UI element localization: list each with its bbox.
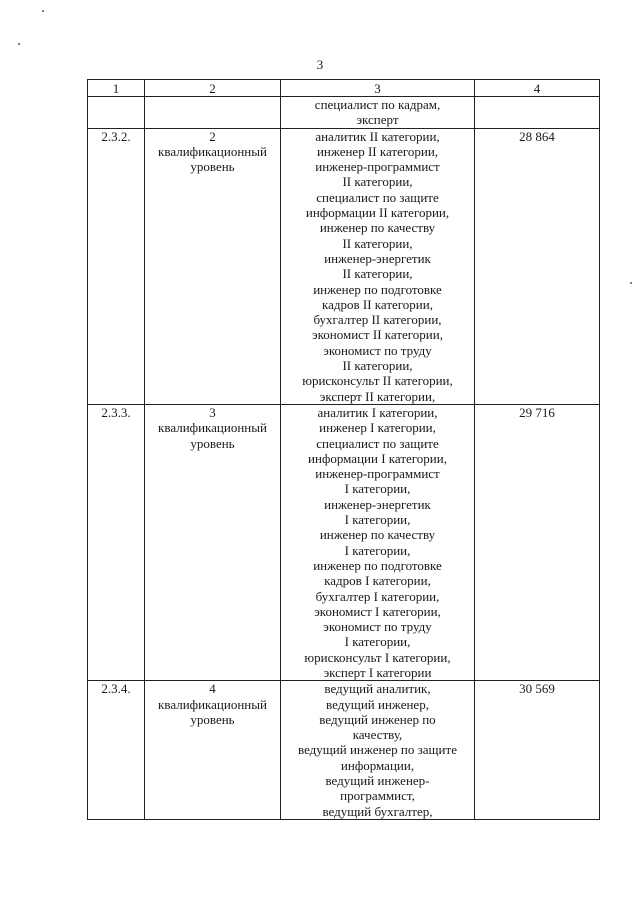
position-line: качеству, [352,727,403,743]
level-word: квалификационный [158,696,267,712]
position-line: специалист по защите [316,435,439,451]
position-line: инженер II категории, [316,143,439,159]
position-line: кадров II категории, [322,296,433,312]
scan-speck [18,43,20,45]
position-line: эксперт [356,112,399,128]
position-line: инженер-энергетик [324,250,431,266]
header-col-2: 2 [145,80,281,97]
table-row-2-3-2 [88,128,600,404]
scan-speck [630,282,632,284]
position-line: инженер по подготовке [313,557,442,573]
position-line: ведущий бухгалтер, [322,803,433,819]
row-positions [281,681,475,820]
position-line: юрисконсульт I категории, [304,649,451,665]
position-line: инженер-энергетик [324,496,431,512]
position-line: аналитик II категории, [315,128,440,144]
row-level [145,681,281,820]
salary-table [87,79,600,820]
level-word: квалификационный [158,143,267,159]
row-positions [281,404,475,680]
position-line: кадров I категории, [324,573,431,589]
continuation-level-cell [145,97,281,129]
position-line: I категории, [344,542,411,558]
position-line: инженер по подготовке [313,281,442,297]
row-code: 2.3.3. [88,404,145,680]
continuation-salary-cell [475,97,600,129]
row-level [145,128,281,404]
position-line: эксперт I категории [323,664,432,680]
table-row-2-3-3 [88,404,600,680]
level-word: уровень [190,711,235,727]
page-number: 3 [316,57,324,72]
position-line: II категории, [342,266,413,282]
position-line: информации II категории, [305,205,450,221]
header-col-1: 1 [88,80,145,97]
position-line: I категории, [344,512,411,528]
position-line: эксперт II категории, [319,388,436,404]
position-line: II категории, [342,358,413,374]
row-positions [281,128,475,404]
level-word: уровень [190,435,235,451]
position-line: бухгалтер II категории, [313,312,442,328]
position-line: экономист II категории, [312,327,443,343]
row-code: 2.3.2. [88,128,145,404]
scan-speck [42,10,44,12]
header-col-4: 4 [475,80,600,97]
row-salary: 29 716 [475,404,600,680]
table-row-2-3-4 [88,681,600,820]
header-col-3: 3 [281,80,475,97]
position-line: инженер по качеству [319,220,436,236]
position-line: специалист по защите [316,189,439,205]
position-line: ведущий инженер, [326,696,429,712]
row-salary: 28 864 [475,128,600,404]
continuation-row [88,97,600,129]
position-line: инженер-программист [315,159,440,175]
position-line: информации I категории, [308,450,447,466]
level-number: 2 [209,128,216,144]
level-number: 3 [209,404,216,420]
position-line: ведущий аналитик, [324,681,431,697]
row-code: 2.3.4. [88,681,145,820]
position-line: экономист по труду [323,619,432,635]
position-line: экономист I категории, [314,603,441,619]
position-line: экономист по труду [323,342,432,358]
position-line: программист, [340,788,415,804]
table-header-row [88,80,600,97]
position-line: инженер-программист [315,466,440,482]
position-line: инженер I категории, [319,420,436,436]
level-word: квалификационный [158,420,267,436]
position-line: I категории, [344,634,411,650]
continuation-code-cell [88,97,145,129]
continuation-positions-cell [281,97,475,129]
position-line: ведущий инженер по защите [298,742,457,758]
level-number: 4 [209,681,216,697]
position-line: II категории, [342,235,413,251]
row-salary: 30 569 [475,681,600,820]
position-line: информации, [340,757,415,773]
position-line: ведущий инженер по [319,711,436,727]
position-line: инженер по качеству [319,527,436,543]
position-line: юрисконсульт II категории, [302,373,453,389]
position-line: специалист по кадрам, [314,97,441,112]
position-line: бухгалтер I категории, [315,588,440,604]
position-line: I категории, [344,481,411,497]
position-line: II категории, [342,174,413,190]
position-line: аналитик I категории, [317,404,438,420]
row-level [145,404,281,680]
level-word: уровень [190,159,235,175]
position-line: ведущий инженер- [325,773,430,789]
